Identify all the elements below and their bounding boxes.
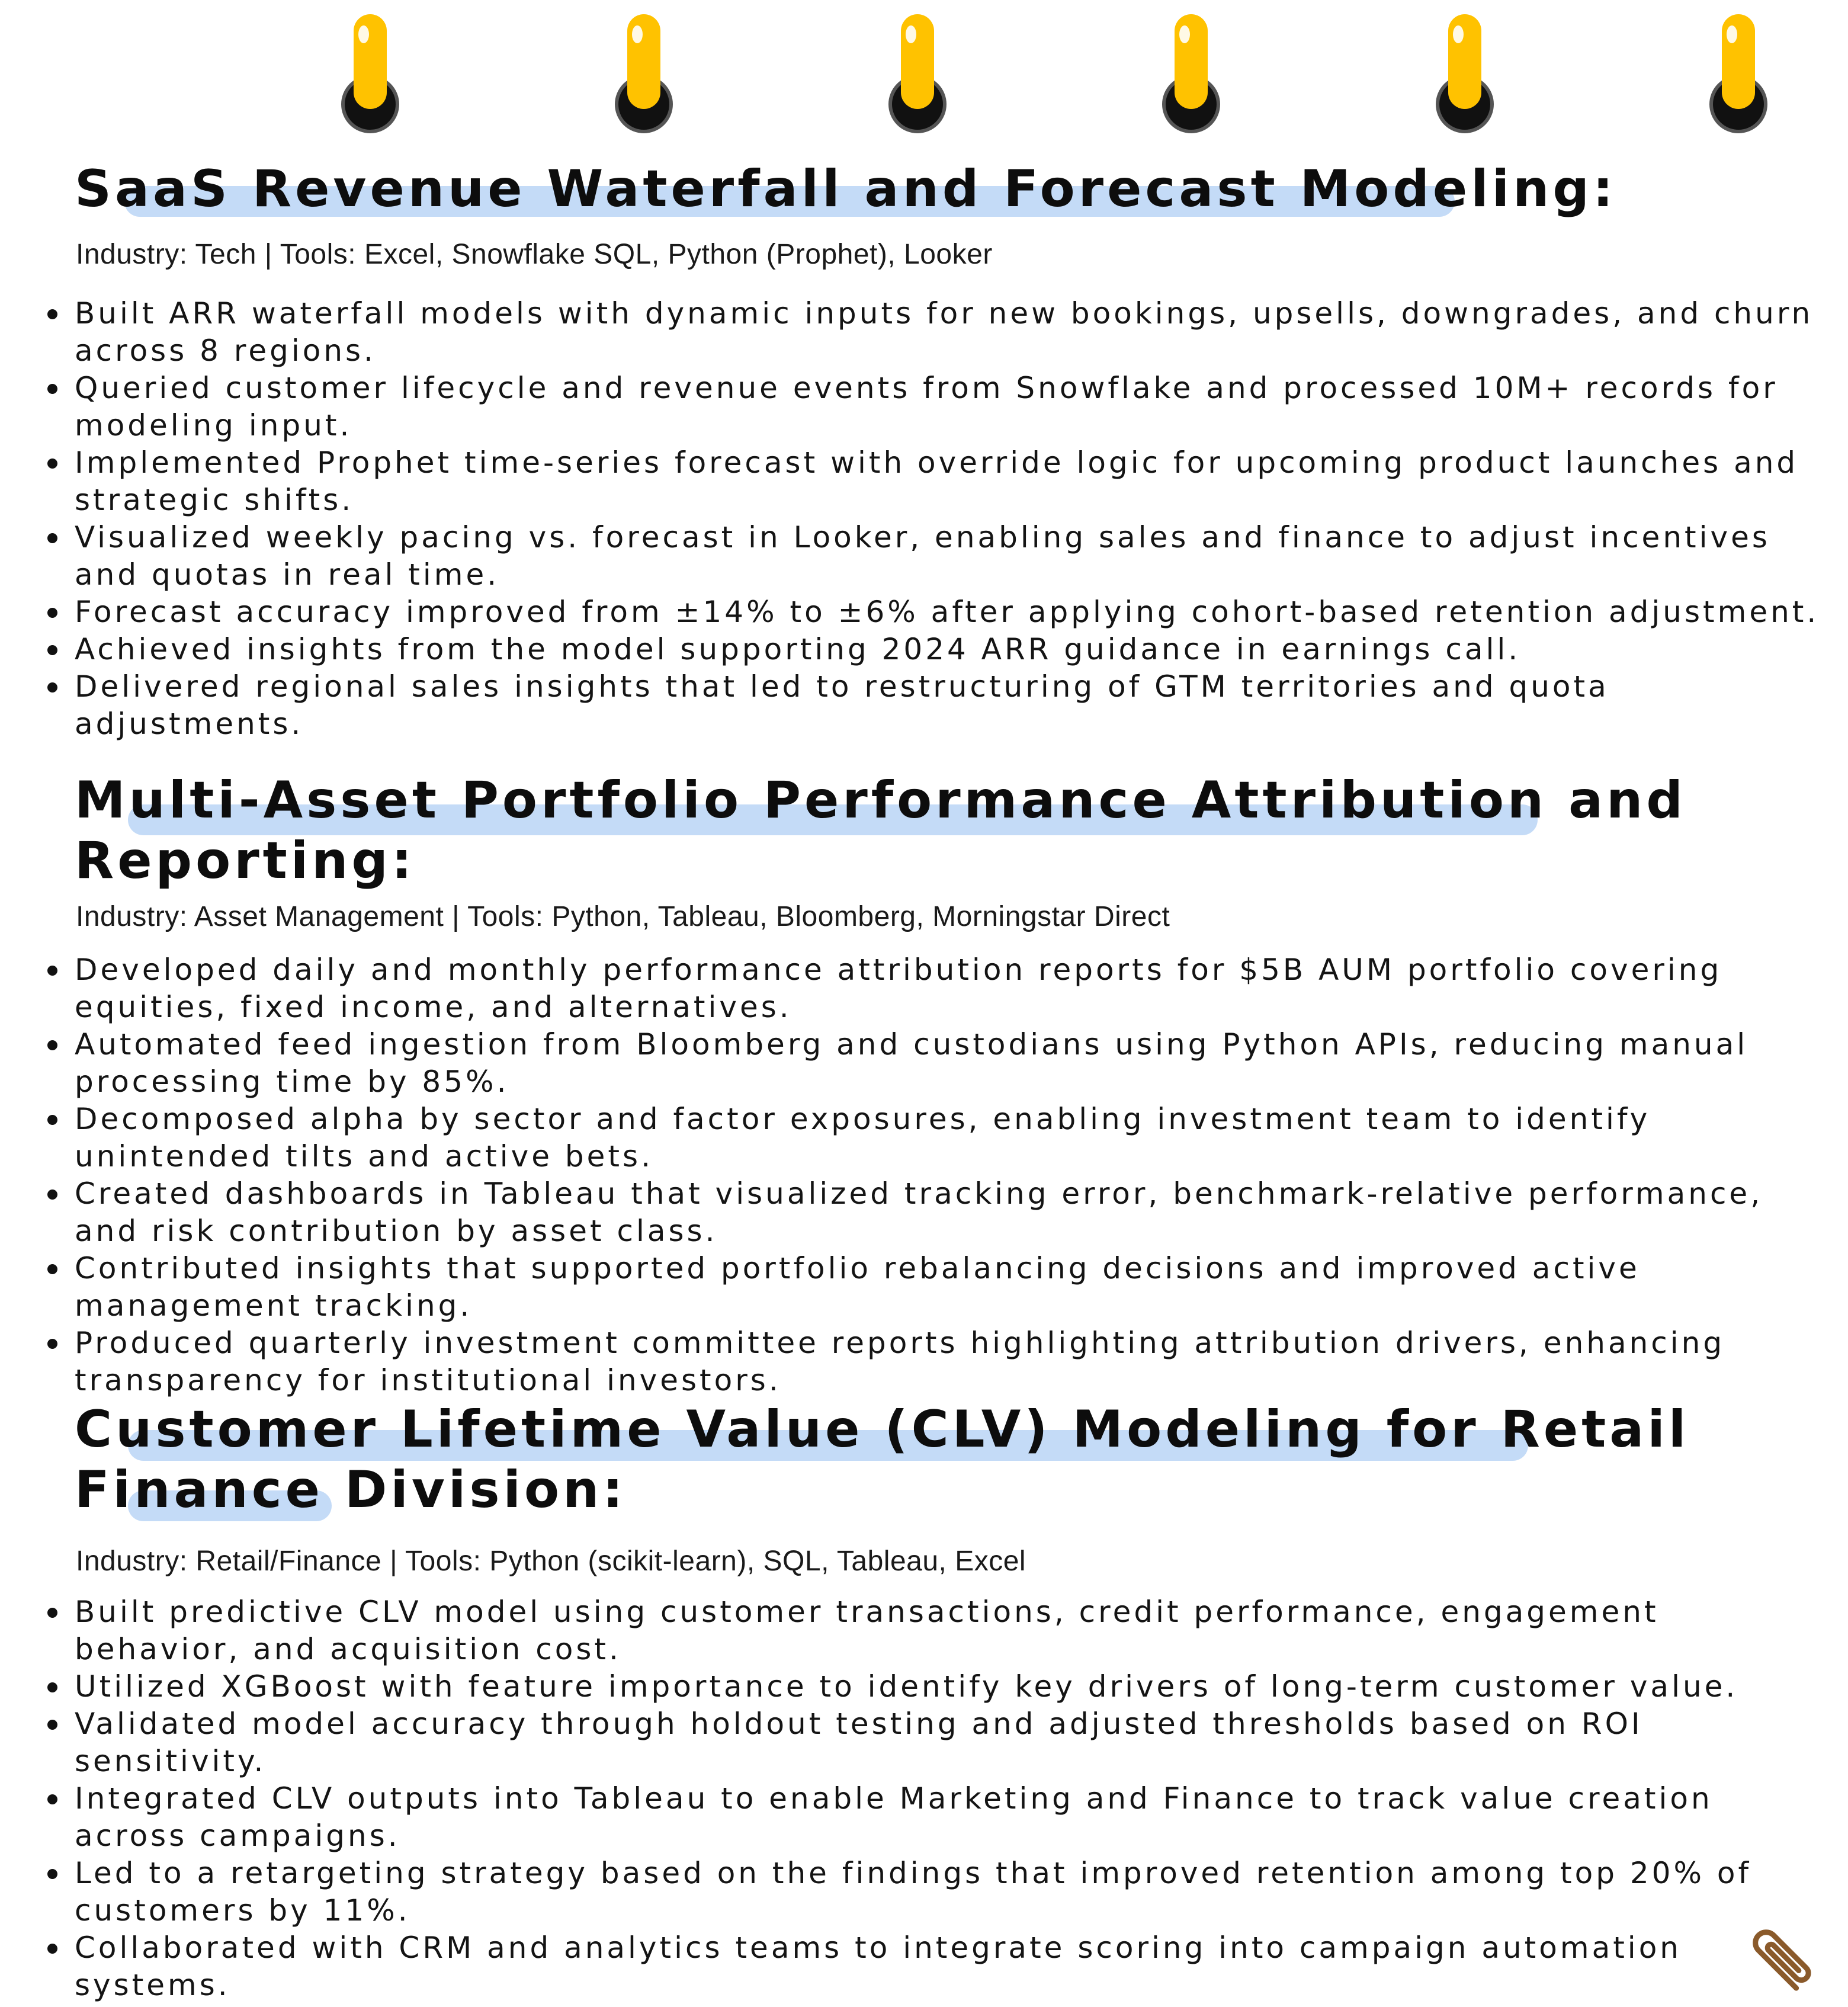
project-saas-revenue bbox=[0, 159, 1848, 743]
list-item bbox=[0, 370, 1848, 444]
binder-rings bbox=[0, 0, 1848, 136]
project-title: SaaS Revenue Waterfall and Forecast Modeling: bbox=[75, 159, 1617, 219]
list-item bbox=[0, 1594, 1848, 1668]
list-item bbox=[0, 1929, 1848, 2004]
bullet-dot bbox=[47, 608, 57, 618]
bullet-dot bbox=[47, 533, 57, 543]
project-title-wrap bbox=[75, 1399, 1709, 1520]
project-clv-modeling bbox=[0, 1399, 1848, 2004]
list-item bbox=[0, 951, 1848, 1026]
list-item bbox=[0, 594, 1848, 631]
bullet-dot bbox=[47, 1869, 57, 1879]
project-title: Customer Lifetime Value (CLV) Modeling for Retail Finance Division: bbox=[75, 1400, 1690, 1519]
project-meta: Industry: Tech | Tools: Excel, Snowflake SQL, Python (Prophet), Looker bbox=[76, 239, 993, 270]
bullet-dot bbox=[47, 1190, 57, 1200]
list-item bbox=[0, 1175, 1848, 1250]
list-item bbox=[0, 1780, 1848, 1855]
bullet-dot bbox=[47, 1115, 57, 1125]
list-item bbox=[0, 1325, 1848, 1399]
bullet-list bbox=[0, 951, 1848, 1399]
bullet-text: Decomposed alpha by sector and factor exposures, enabling investment team to identify unintended tilts and active bets. bbox=[75, 1102, 1651, 1174]
list-item bbox=[0, 1026, 1848, 1101]
project-portfolio-attribution bbox=[0, 770, 1848, 1399]
bullet-dot bbox=[47, 682, 57, 692]
bullet-text: Contributed insights that supported portfolio rebalancing decisions and improved active management tracking. bbox=[75, 1251, 1640, 1323]
bullet-dot bbox=[47, 1794, 57, 1804]
project-title-wrap bbox=[75, 770, 1848, 891]
project-meta: Industry: Retail/Finance | Tools: Python (scikit-learn), SQL, Tableau, Excel bbox=[76, 1546, 1026, 1577]
bullet-dot bbox=[47, 966, 57, 976]
bullet-dot bbox=[47, 309, 57, 319]
bullet-dot bbox=[47, 1040, 57, 1050]
bullet-text: Integrated CLV outputs into Tableau to enable Marketing and Finance to track value creation across campaigns. bbox=[75, 1781, 1713, 1853]
bullet-text: Automated feed ingestion from Bloomberg and custodians using Python APIs, reducing manual processing time by 85%. bbox=[75, 1027, 1748, 1099]
bullet-dot bbox=[47, 1944, 57, 1954]
list-item bbox=[0, 1855, 1848, 1929]
bullet-text: Built ARR waterfall models with dynamic inputs for new bookings, upsells, downgrades, and churn across 8 regions. bbox=[75, 296, 1814, 368]
list-item bbox=[0, 1101, 1848, 1175]
bullet-text: Achieved insights from the model supporting 2024 ARR guidance in earnings call. bbox=[75, 632, 1521, 666]
bullet-text: Implemented Prophet time-series forecast with override logic for upcoming product launches and strategic shifts. bbox=[75, 445, 1799, 517]
bullet-text: Led to a retargeting strategy based on the findings that improved retention among top 20% of customers by 11%. bbox=[75, 1856, 1752, 1928]
bullet-list bbox=[0, 295, 1848, 743]
bullet-text: Created dashboards in Tableau that visualized tracking error, benchmark-relative performance, and risk contribution by asset class. bbox=[75, 1176, 1763, 1248]
list-item bbox=[0, 668, 1848, 743]
project-title-wrap bbox=[75, 159, 1848, 219]
bullet-text: Visualized weekly pacing vs. forecast in Looker, enabling sales and finance to adjust incentives and quotas in real time. bbox=[75, 520, 1770, 592]
bullet-text: Produced quarterly investment committee reports highlighting attribution drivers, enhancing transparency for institutional investors. bbox=[75, 1326, 1725, 1397]
bullet-text: Validated model accuracy through holdout testing and adjusted thresholds based on ROI sensitivity. bbox=[75, 1707, 1643, 1778]
project-meta: Industry: Asset Management | Tools: Python, Tableau, Bloomberg, Morningstar Direct bbox=[76, 901, 1170, 932]
bullet-text: Collaborated with CRM and analytics teams to integrate scoring into campaign automation systems. bbox=[75, 1931, 1682, 2002]
bullet-text: Utilized XGBoost with feature importance to identify key drivers of long-term customer value. bbox=[75, 1669, 1738, 1704]
bullet-text: Built predictive CLV model using customer transactions, credit performance, engagement behavior, and acquisition cost. bbox=[75, 1595, 1659, 1666]
paperclip-icon bbox=[1735, 1912, 1830, 2007]
bullet-text: Developed daily and monthly performance attribution reports for $5B AUM portfolio covering equities, fixed income, and alternatives. bbox=[75, 953, 1722, 1024]
bullet-dot bbox=[47, 1608, 57, 1618]
binder-ring-icon bbox=[1706, 11, 1771, 135]
list-item bbox=[0, 1705, 1848, 1780]
bullet-list bbox=[0, 1594, 1848, 2004]
list-item bbox=[0, 519, 1848, 594]
bullet-dot bbox=[47, 1339, 57, 1349]
bullet-dot bbox=[47, 645, 57, 655]
bullet-dot bbox=[47, 1264, 57, 1274]
bullet-text: Queried customer lifecycle and revenue events from Snowflake and processed 10M+ records for modeling input. bbox=[75, 371, 1778, 443]
binder-ring-icon bbox=[1432, 11, 1497, 135]
list-item bbox=[0, 444, 1848, 519]
bullet-dot bbox=[47, 384, 57, 394]
binder-ring-icon bbox=[1159, 11, 1224, 135]
list-item bbox=[0, 1668, 1848, 1705]
binder-ring-icon bbox=[611, 11, 676, 135]
list-item bbox=[0, 631, 1848, 668]
project-title: Multi-Asset Portfolio Performance Attribution and Reporting: bbox=[75, 771, 1686, 890]
bullet-dot bbox=[47, 1682, 57, 1692]
bullet-text: Delivered regional sales insights that led to restructuring of GTM territories and quota adjustments. bbox=[75, 669, 1609, 741]
list-item bbox=[0, 1250, 1848, 1325]
binder-ring-icon bbox=[338, 11, 403, 135]
bullet-text: Forecast accuracy improved from ±14% to ±6% after applying cohort-based retention adjustment. bbox=[75, 595, 1820, 629]
binder-ring-icon bbox=[885, 11, 950, 135]
bullet-dot bbox=[47, 1720, 57, 1730]
bullet-dot bbox=[47, 459, 57, 469]
list-item bbox=[0, 295, 1848, 370]
